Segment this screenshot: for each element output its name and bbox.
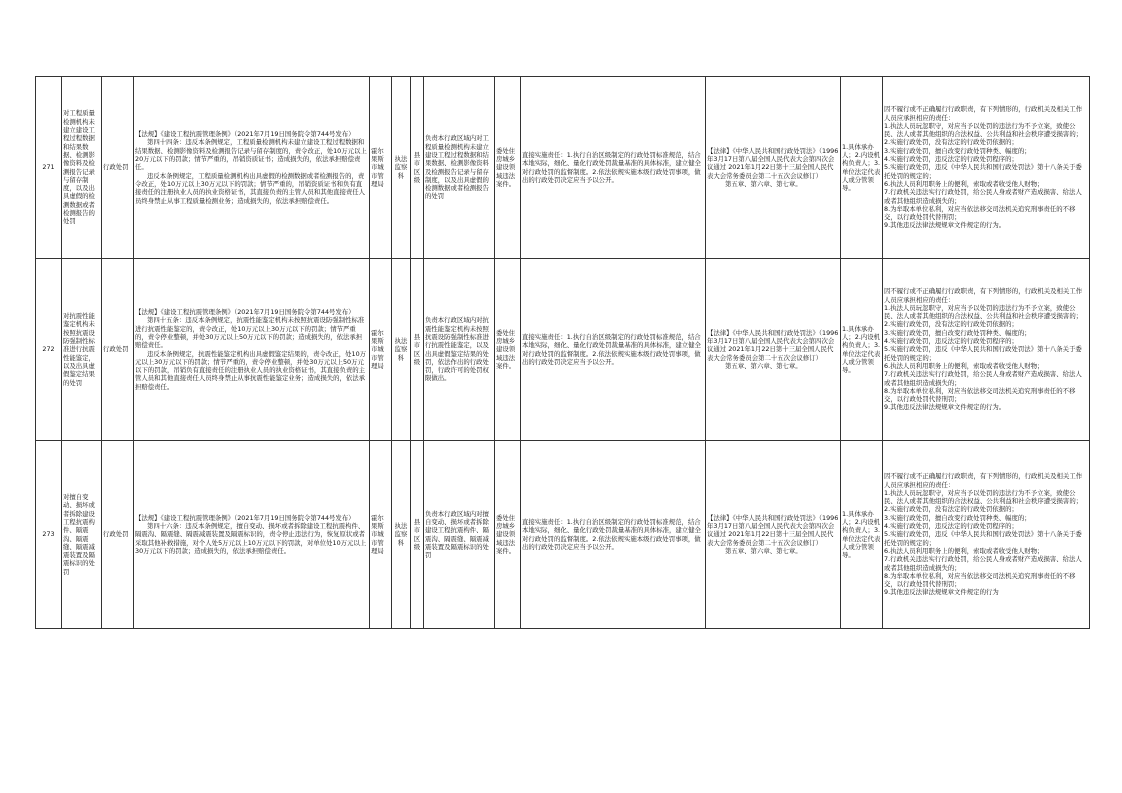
implementing-department: 霍尔果斯市城市管理局 xyxy=(370,259,392,441)
basis-heading: 【法规】《建设工程抗震管理条例》（2021年7月19日国务院令第744号发布） xyxy=(135,130,355,139)
circumstance-line: 2.实施行政处罚，没有法定的行政处罚依据的； xyxy=(884,505,1018,514)
circumstance-line: 因不履行或不正确履行行政职责，有下列情形的，行政机关及相关工作人员应承担相应的责任： xyxy=(884,472,1083,489)
responsible-persons: 1.具体承办人；2.内设机构负责人；3.单位法定代表人或分管领导。 xyxy=(841,441,883,629)
implementing-department: 霍尔果斯市城市管理局 xyxy=(370,441,392,629)
responsibility-items: 直接实施责任：1.执行自治区级制定的行政处罚标准规范，结合本地实际，细化、量化行政处罚裁量基准的具体标准，建立健全对行政处罚的监督制度。2.依法依规实施本级行政处罚事项，做出的行政处罚决定应当予以公开。 xyxy=(521,77,706,259)
circumstance-line: 5.实施行政处罚，违反《中华人民共和国行政处罚法》第十八条关于委托处罚的规定的； xyxy=(884,345,1082,362)
circumstance-line: 4.实施行政处罚，违反法定的行政处罚程序的； xyxy=(884,337,1018,346)
basis-clause-2: 违反本条例规定，抗震性能鉴定机构出具虚假鉴定结果的，责令改正，处10万元以上30万元以下的罚款；情节严重的，责令停业整顿，并处30万元以上50万元以下的罚款，吊销负有直接责任的注册执业人员的执业资格证书，其直接负责的主管人员和其他直接责任人员终身禁止从事抗震性能鉴定业务；造成损失的，依法承担赔偿责任。 xyxy=(135,349,367,391)
item-type: 行政处罚 xyxy=(102,259,134,441)
item-number: 273 xyxy=(36,441,62,629)
circumstance-line: 3.实施行政处罚，擅自改变行政处罚种类、幅度的； xyxy=(884,328,1031,337)
item-number: 271 xyxy=(36,77,62,259)
basis-clause: 第四十五条：违反本条例规定，抗震性能鉴定机构未按照抗震设防强制性标准进行抗震性能鉴定的，责令改正，处10万元以上30万元以下的罚款；情节严重的，责令停业整顿，并处30万元以上50万元以下的罚款；造成损失的，依法承担赔偿责任。 xyxy=(135,316,365,350)
responsibility-items: 直接实施责任：1.执行自治区级制定的行政处罚标准规范，结合本地实际，细化、量化行政处罚裁量基准的具体标准，建立健全对行政处罚的监督制度。2.依法依规实施本级行政处罚事项，做出的行政处罚决定应当予以公开。 xyxy=(521,259,706,441)
basis-heading: 【法规】《建设工程抗震管理条例》（2021年7月19日国务院令第744号发布） xyxy=(135,513,355,522)
responsible-section: 执法监察科 xyxy=(392,441,411,629)
circumstance-line: 5.实施行政处罚，违反《中华人民共和国行政处罚法》第十八条关于委托处罚的规定的； xyxy=(884,163,1082,180)
circumstance-line: 2.实施行政处罚，没有法定的行政处罚依据的； xyxy=(884,138,1018,147)
item-number: 272 xyxy=(36,259,62,441)
responsible-persons: 1.具体承办人；2.内设机构负责人；3.单位法定代表人或分管领导。 xyxy=(841,77,883,259)
law-text: 【法律】《中华人民共和国行政处罚法》（1996年3月17日第八届全国人民代表大会第四次会议通过 2021年1月22日第十三届全国人民代表大会常务委员会第二十五次会议修订） xyxy=(707,513,839,547)
circumstance-line: 6.执法人员利用职务上的便利，索取或者收受他人财物； xyxy=(884,546,1044,555)
basis-heading: 【法规】《建设工程抗震管理条例》（2021年7月19日国务院令第744号发布） xyxy=(135,308,355,317)
circumstance-line: 1.执法人员玩忽职守，对应当予以处罚的违法行为不予立案，致使公民、法人或者其他组织的合法权益、公共利益和社会秩序遭受损害的； xyxy=(884,303,1083,321)
accountability-law xyxy=(706,259,841,441)
circumstance-line: 8.为牟取本单位私利，对应当依法移交司法机关追究刑事责任的不移交，以行政处罚代替刑罚； xyxy=(884,386,1076,404)
circumstance-line: 2.实施行政处罚，没有法定的行政处罚依据的； xyxy=(884,320,1018,329)
circumstance-line: 3.实施行政处罚，擅自改变行政处罚种类、幅度的； xyxy=(884,146,1031,155)
circumstance-line: 7.行政机关违法实行行政处罚，给公民人身或者财产造成损害、给法人或者其他组织造成损失的； xyxy=(884,370,1082,387)
circumstance-line: 9.其他违反法律法规规章文件规定的行为。 xyxy=(884,403,1006,412)
circumstance-line: 9.其他违反法律法规规章文件规定的行为 xyxy=(884,588,999,597)
level: 县市区级 xyxy=(411,441,424,629)
table-row xyxy=(36,259,1090,441)
accountability-law xyxy=(706,441,841,629)
accountability-circumstances xyxy=(883,259,1090,441)
law-text: 【法律】《中华人民共和国行政处罚法》（1996年3月17日第八届全国人民代表大会第四次会议通过 2021年1月22日第十三届全国人民代表大会常务委员会第二十五次会议修订） xyxy=(707,146,839,180)
law-chapters: 第五章、第六章、第七章。 xyxy=(725,179,802,188)
basis-clause-2: 违反本条例规定，工程质量检测机构出具虚假的检测数据或者检测报告的，责令改正，处10万元以上30万元以下的罚款；情节严重的，吊销资质证书和负有直接责任的注册执业人员的执业资格证书，其直接负责的主管人员和其他直接责任人员终身禁止从事工程质量检测业务；造成损失的，依法承担赔偿责任。 xyxy=(135,171,366,205)
circumstance-line: 8.为牟取本单位私利，对应当依法移交司法机关追究刑事责任的不移交，以行政处罚代替刑罚； xyxy=(884,204,1076,222)
legal-basis xyxy=(134,77,370,259)
level: 县市区级 xyxy=(411,259,424,441)
circumstance-line: 5.实施行政处罚，违反《中华人民共和国行政处罚法》第十八条关于委托处罚的规定的； xyxy=(884,530,1082,547)
legal-basis xyxy=(134,259,370,441)
duty-content: 负责本行政区域内对工程质量检测机构未建立建设工程过程数据和结果数据、检测影像资料及检测报告记录与留存制度，以及出具虚假的检测数据或者检测报告的处罚 xyxy=(424,77,495,259)
circumstance-line: 7.行政机关违法实行行政处罚，给公民人身或者财产造成损害、给法人或者其他组织造成损失的； xyxy=(884,555,1082,572)
basis-clause: 第四十六条：违反本条例规定，擅自变动、损坏或者拆除建设工程抗震构件、隔震沟、隔震缝、隔震减震装置及隔震标识的，责令停止违法行为，恢复原状或者采取其他补救措施，对个人处5万元以上10万元以下的罚款，对单位处10万元以上30万元以下的罚款；造成损失的，依法承担赔偿责任。 xyxy=(135,522,367,555)
responsibility-table xyxy=(35,76,1090,629)
responsible-section: 执法监察科 xyxy=(392,259,411,441)
level: 县市区级 xyxy=(411,77,424,259)
accountability-circumstances xyxy=(883,77,1090,259)
accountability-circumstances xyxy=(883,441,1090,629)
item-name: 对擅自变动、损坏或者拆除建设工程抗震构件、隔震沟、隔震缝、隔震减震装置及隔震标识的处罚 xyxy=(62,441,102,629)
duty-content: 负责本行政区域内对擅自变动、损坏或者拆除建设工程抗震构件、隔震沟、隔震缝、隔震减震装置及隔震标识的处罚 xyxy=(424,441,495,629)
legal-basis xyxy=(134,441,370,629)
duty-subject: 委处住房城乡建设领域违法案件。 xyxy=(495,259,521,441)
accountability-law xyxy=(706,77,841,259)
circumstance-line: 4.实施行政处罚，违反法定的行政处罚程序的； xyxy=(884,522,1018,531)
item-type: 行政处罚 xyxy=(102,77,134,259)
circumstance-line: 6.执法人员利用职务上的便利，索取或者收受他人财物； xyxy=(884,179,1044,188)
duty-subject: 委处住房城乡建设领域违法案件。 xyxy=(495,441,521,629)
circumstance-line: 1.执法人员玩忽职守，对应当予以处罚的违法行为不予立案，致使公民、法人或者其他组织的合法权益、公共利益和社会秩序遭受损害的； xyxy=(884,488,1083,506)
circumstance-line: 因不履行或不正确履行行政职责，有下列情形的，行政机关及相关工作人员应承担相应的责任： xyxy=(884,287,1083,304)
circumstance-line: 8.为牟取本单位私利，对应当依法移交司法机关追究刑事责任的不移交，以行政处罚代替刑罚； xyxy=(884,571,1076,589)
item-name: 对工程质量检测机构未建立建设工程过程数据和结果数据、检测影像资料及检测报告记录与留存制度，以及出具虚假的检测数据或者检测报告的处罚 xyxy=(62,77,102,259)
table-row xyxy=(36,441,1090,629)
implementing-department: 霍尔果斯市城市管理局 xyxy=(370,77,392,259)
law-chapters: 第五章、第六章、第七章。 xyxy=(725,361,802,370)
duty-subject: 委处住房城乡建设领域违法案件。 xyxy=(495,77,521,259)
responsibility-items: 直接实施责任：1.执行自治区级制定的行政处罚标准规范，结合本地实际，细化、量化行政处罚裁量基准的具体标准，建立健全对行政处罚的监督制度。2.依法依规实施本级行政处罚事项，做出的行政处罚决定应当予以公开。 xyxy=(521,441,706,629)
circumstance-line: 1.执法人员玩忽职守，对应当予以处罚的违法行为不予立案，致使公民、法人或者其他组织的合法权益、公共利益和社会秩序遭受损害的； xyxy=(884,121,1083,139)
basis-clause: 第四十四条：违反本条例规定，工程质量检测机构未建立建设工程过程数据和结果数据、检测影像资料及检测报告记录与留存制度的，责令改正，处10万元以上20万元以下的罚款；情节严重的，吊销资质证书；造成损失的，依法承担赔偿责任。 xyxy=(135,138,367,172)
circumstance-line: 因不履行或不正确履行行政职责，有下列情形的，行政机关及相关工作人员应承担相应的责任： xyxy=(884,105,1083,122)
item-type: 行政处罚 xyxy=(102,441,134,629)
duty-content: 负责本行政区域内对抗震性能鉴定机构未按照抗震设防强制性标准进行抗震性能鉴定，以及出具虚假鉴定结果的处罚，依法作出的行政处罚，行政许可的处罚权限做出。 xyxy=(424,259,495,441)
circumstance-line: 3.实施行政处罚，擅自改变行政处罚种类、幅度的； xyxy=(884,513,1031,522)
responsible-section: 执法监察科 xyxy=(392,77,411,259)
circumstance-line: 4.实施行政处罚，违反法定的行政处罚程序的； xyxy=(884,155,1018,164)
item-name: 对抗震性能鉴定机构未按照抗震设防强制性标准进行抗震性能鉴定，以及出具虚假鉴定结果的处罚 xyxy=(62,259,102,441)
circumstance-line: 7.行政机关违法实行行政处罚，给公民人身或者财产造成损害、给法人或者其他组织造成损失的； xyxy=(884,188,1082,205)
circumstance-line: 6.执法人员利用职务上的便利，索取或者收受他人财物； xyxy=(884,361,1044,370)
law-chapters: 第五章、第六章、第七章。 xyxy=(725,546,802,555)
table-row xyxy=(36,77,1090,259)
law-text: 【法律】《中华人民共和国行政处罚法》（1996年3月17日第八届全国人民代表大会第四次会议通过 2021年1月22日第十三届全国人民代表大会常务委员会第二十五次会议修订） xyxy=(707,328,839,362)
circumstance-line: 9.其他违反法律法规规章文件规定的行为。 xyxy=(884,221,1006,230)
responsible-persons: 1.具体承办人；2.内设机构负责人；3.单位法定代表人或分管领导。 xyxy=(841,259,883,441)
